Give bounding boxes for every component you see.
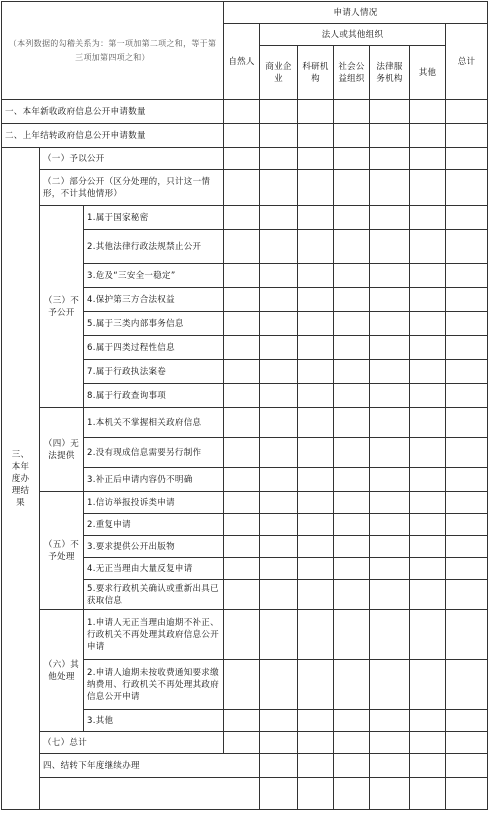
- group-not-processed-label: （五）不予处理: [40, 492, 84, 610]
- row-carry-forward: 四、结转下年度继续办理: [40, 754, 260, 778]
- list-item: 5.要求行政机关确认或重新出具已获取信息: [84, 580, 224, 610]
- list-item: 3.其他: [84, 710, 224, 732]
- header-commercial: 商业企业: [260, 46, 298, 100]
- list-item: 3.要求提供公开出版物: [84, 536, 224, 558]
- header-note: （本列数据的勾稽关系为：第一项加第二项之和，等于第三项加第四项之和）: [2, 2, 224, 100]
- list-item: 1.申请人无正当理由逾期不补正、行政机关不再处理其政府信息公开申请: [84, 610, 224, 660]
- header-research: 科研机构: [298, 46, 334, 100]
- row-carried-requests: 二、上年结转政府信息公开申请数量: [2, 124, 224, 148]
- list-item: 1.信访举报投诉类申请: [84, 492, 224, 514]
- list-item: 3.危及“三安全一稳定”: [84, 264, 224, 288]
- blank-row: [40, 778, 260, 810]
- header-legal-service: 法律服务机构: [370, 46, 410, 100]
- list-item: 7.属于行政执法案卷: [84, 360, 224, 384]
- list-item: 4.保护第三方合法权益: [84, 288, 224, 312]
- list-item: 8.属于行政查询事项: [84, 384, 224, 408]
- row-results-label: 三、本年度办理结果: [2, 148, 40, 810]
- header-natural-person: 自然人: [224, 24, 260, 100]
- header-other: 其他: [410, 46, 446, 100]
- row-disclosed: （一）予以公开: [40, 148, 224, 170]
- list-item: 1.本机关不掌握相关政府信息: [84, 408, 224, 438]
- header-legal-group: 法人或其他组织: [260, 24, 446, 46]
- header-public-welfare: 社会公益组织: [334, 46, 370, 100]
- list-item: 1.属于国家秘密: [84, 206, 224, 230]
- list-item: 4.无正当理由大量反复申请: [84, 558, 224, 580]
- group-other-label: （六）其他处理: [40, 610, 84, 732]
- header-total: 总计: [446, 24, 488, 100]
- list-item: 2.申请人逾期未按收费通知要求缴纳费用、行政机关不再处理其政府信息公开申请: [84, 660, 224, 710]
- list-item: 6.属于四类过程性信息: [84, 336, 224, 360]
- statistics-table: [1, 1, 488, 810]
- group-unable-label: （四）无法提供: [40, 408, 84, 492]
- list-item: 2.其他法律行政法规禁止公开: [84, 230, 224, 264]
- row-total: （七）总计: [40, 732, 224, 754]
- list-item: 2.没有现成信息需要另行制作: [84, 438, 224, 468]
- row-partial: （二）部分公开（区分处理的，只计这一情形，不计其他情形）: [40, 170, 224, 206]
- list-item: 3.补正后申请内容仍不明确: [84, 468, 224, 492]
- header-applicant-status: 申请人情况: [224, 2, 488, 24]
- list-item: 2.重复申请: [84, 514, 224, 536]
- list-item: 5.属于三类内部事务信息: [84, 312, 224, 336]
- row-new-requests: 一、本年新收政府信息公开申请数量: [2, 100, 224, 124]
- group-not-disclosed-label: （三）不予公开: [40, 206, 84, 408]
